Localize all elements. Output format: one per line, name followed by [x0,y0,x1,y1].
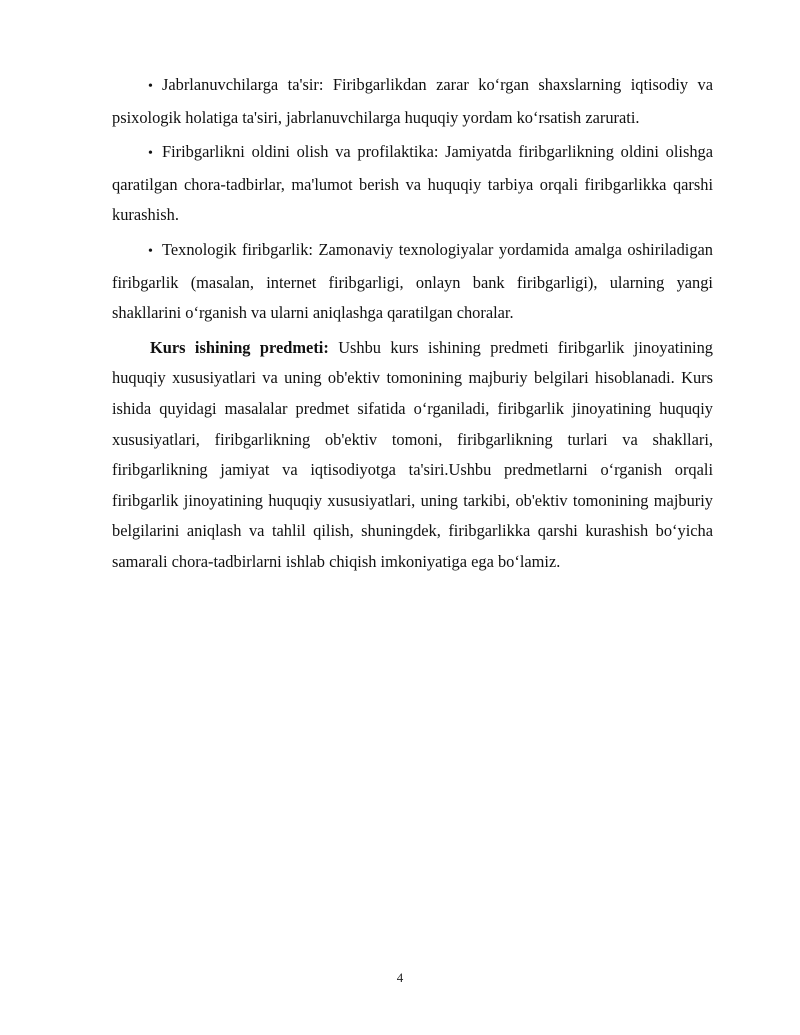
bullet-icon: • [148,146,153,162]
page-number: 4 [396,970,404,985]
bullet-item [112,235,713,329]
bullet-text: Firibgarlikni oldini olish va profilaktika: Jamiyatda firibgarlikning oldini olishga qaratilgan chora-tadbirlar, ma'lumot berish va huquqiy tarbiya orqali firibgarlikka qarshi kurashish. [112,142,713,225]
document-body [112,70,713,581]
bullet-icon: • [148,243,153,259]
subject-paragraph [112,333,713,578]
bullet-icon: • [148,79,153,94]
bullet-text: Texnologik firibgarlik: Zamonaviy texnologiyalar yordamida amalga oshiriladigan firibgarlik (masalan, internet firibgarligi, onlayn bank firibgarligi), ularning yangi shakllarini oʻrganish va ularni aniqlashga qaratilgan choralar. [112,239,713,323]
subject-heading: Kurs ishining predmeti: [150,337,329,357]
bullet-item [112,137,713,231]
bullet-text: Jabrlanuvchilarga ta'sir: Firibgarlikdan zarar koʻrgan shaxslarning iqtisodiy va psixologik holatiga ta'siri, jabrlanuvchilarga huquqiy yordam koʻrsatish zarurati. [112,75,713,127]
bullet-item [112,70,713,133]
subject-text: Ushbu kurs ishining predmeti firibgarlik jinoyatining huquqiy xususiyatlari va uning ob'ektiv tomonining majburiy belgilari hisoblanadi. Kurs ishida quyidagi masalalar predmet sifatida oʻrganiladi, firibgarlik jinoyatining huquqiy xususiyatlari, firibgarlikning ob'ektiv tomoni, firibgarlikning turlari va shakllari, firibgarlikning jamiyat va iqtisodiyotga ta'siri.Ushbu predmetlarni oʻrganish orqali firibgarlik jinoyatining huquqiy xususiyatlari, uning tarkibi, ob'ektiv tomonining majburiy belgilarini aniqlash va tahlil qilish, shuningdek, firibgarlikka qarshi kurashish boʻyicha samarali chora-tadbirlarni ishlab chiqish imkoniyatiga ega boʻlamiz. [112,337,713,571]
